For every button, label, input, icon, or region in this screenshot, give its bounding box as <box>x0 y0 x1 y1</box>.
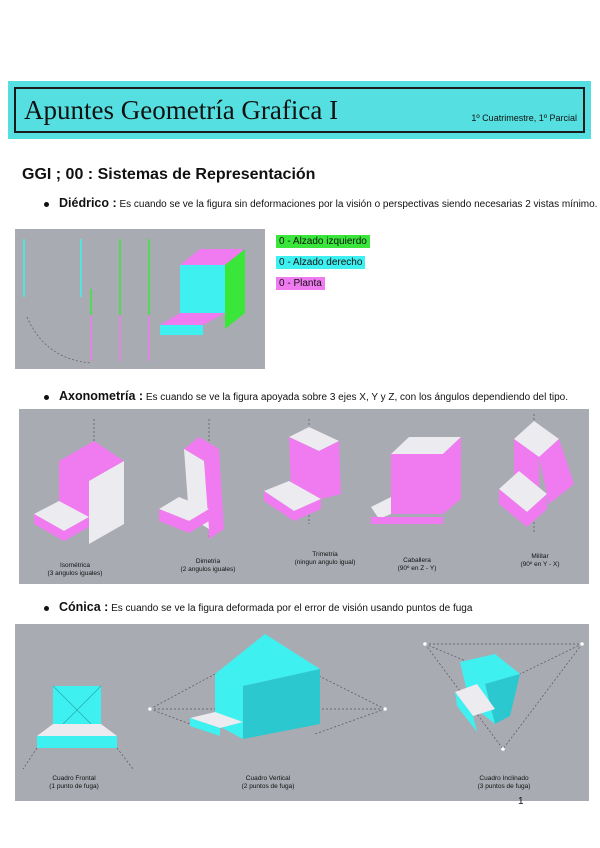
diedrico-drawing <box>15 229 265 369</box>
legend-planta <box>276 277 325 290</box>
bullet-conica <box>44 600 472 614</box>
bullet-dot <box>44 606 49 611</box>
text-diedrico: Es cuando se ve la figura sin deformaciones por la visión o perspectivas siendo necesarias 2 vistas mínimo. <box>119 199 598 210</box>
caption-line: (2 puntos de fuga) <box>241 783 295 790</box>
caption-isometrica <box>33 562 117 578</box>
caption-line: Isométrica <box>60 562 90 569</box>
caption-line: Militar <box>531 553 549 560</box>
bullet-axonometria <box>44 389 568 403</box>
diedrico-figure <box>15 229 265 369</box>
legend-label: 0 - Alzado derecho <box>279 257 363 268</box>
caption-line: Cuadro Inclinado <box>479 775 529 782</box>
legend-label: 0 - Planta <box>279 278 322 289</box>
caption-line: (90º en Y - X) <box>520 561 560 568</box>
caption-line: (1 punto de fuga) <box>49 783 99 790</box>
caption-militar <box>498 553 582 569</box>
caption-dimetria <box>166 558 250 574</box>
term-axonometria: Axonometría : <box>59 389 144 403</box>
legend-alzado-izquierdo <box>276 235 370 248</box>
inclined-perspective-shape <box>423 642 584 751</box>
caption-cuadro-vertical <box>226 775 310 791</box>
bullet-dot <box>44 395 49 400</box>
caption-line: (3 angulos iguales) <box>47 570 103 577</box>
caption-caballera <box>375 557 459 573</box>
bullet-diedrico <box>44 196 597 210</box>
title-frame <box>14 87 585 133</box>
caption-line: Cuadro Frontal <box>52 775 96 782</box>
caption-line: Cuadro Vertical <box>245 775 291 782</box>
caption-cuadro-frontal <box>32 775 116 791</box>
caption-cuadro-inclinado <box>462 775 546 791</box>
caption-trimetria <box>278 551 372 567</box>
vertical-perspective-shape <box>148 634 387 739</box>
text-axonometria: Es cuando se ve la figura apoyada sobre 3 ejes X, Y y Z, con los ángulos dependiendo del tipo. <box>145 392 568 403</box>
cavalier-shape <box>371 437 461 524</box>
caption-line: (3 puntos de fuga) <box>477 783 531 790</box>
page-number: 1 <box>518 796 524 807</box>
term-conica: Cónica : <box>59 600 109 614</box>
document-subtitle: 1º Cuatrimestre, 1º Parcial <box>471 113 577 123</box>
frontal-perspective-shape <box>23 686 133 769</box>
isometric-shape <box>34 419 124 544</box>
title-banner <box>8 81 591 139</box>
trimetric-shape <box>264 419 341 524</box>
term-diedrico: Diédrico : <box>59 196 117 210</box>
caption-line: (ningun angulo igual) <box>294 559 356 566</box>
bullet-dot <box>44 202 49 207</box>
military-shape <box>499 414 574 534</box>
caption-line: (2 angulos iguales) <box>180 566 236 573</box>
text-conica: Es cuando se ve la figura deformada por el error de visión usando puntos de fuga <box>111 603 473 614</box>
caption-line: Dimetria <box>195 558 221 565</box>
document-title: Apuntes Geometría Grafica I <box>24 95 339 125</box>
section-title: GGI ; 00 : Sistemas de Representación <box>22 166 316 183</box>
legend-label: 0 - Alzado izquierdo <box>279 236 367 247</box>
dimetric-shape <box>159 419 224 539</box>
caption-line: Caballera <box>403 557 431 564</box>
caption-line: Trimetria <box>312 551 338 558</box>
caption-line: (90º en Z - Y) <box>397 565 437 572</box>
legend-alzado-derecho <box>276 256 365 269</box>
